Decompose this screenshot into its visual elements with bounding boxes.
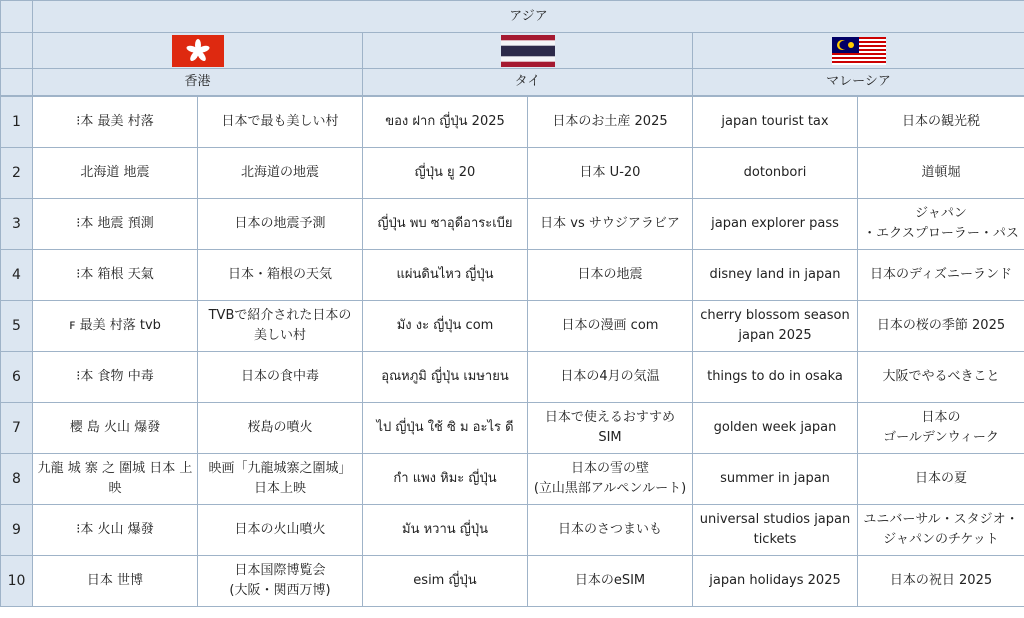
table-row: [1, 454, 1024, 505]
table-row: [1, 556, 1024, 607]
hong-kong-keyword-cell: 櫻 島 火山 爆發: [33, 403, 198, 454]
row-number-cell: 8: [1, 454, 33, 505]
hong-kong-keyword-cell: 日本 世博: [33, 556, 198, 607]
thailand-keyword-cell: ญี่ปุ่น พบ ซาอุดีอาระเบีย: [363, 199, 528, 250]
thailand-japanese-cell: 日本で使えるおすすめ SIM: [528, 403, 693, 454]
row-number-cell: 3: [1, 199, 33, 250]
thailand-japanese-cell: 日本の雪の壁 (立山黒部アルペンルート): [528, 454, 693, 505]
malaysia-keyword-cell: cherry blossom season japan 2025: [693, 301, 858, 352]
country-malaysia: マレーシア: [693, 69, 1024, 96]
malaysia-japanese-cell: 大阪でやるべきこと: [858, 352, 1024, 403]
row-number-cell: 6: [1, 352, 33, 403]
malaysia-keyword-cell: disney land in japan: [693, 250, 858, 301]
hong-kong-japanese-cell: 北海道の地震: [198, 148, 363, 199]
malaysia-japanese-cell: ジャパン ・エクスプローラー・パス: [858, 199, 1024, 250]
hong-kong-japanese-cell: 日本・箱根の天気: [198, 250, 363, 301]
hong-kong-japanese-cell: 日本国際博覧会 (大阪・関西万博): [198, 556, 363, 607]
thailand-japanese-cell: 日本の4月の気温: [528, 352, 693, 403]
malaysia-flag-cell: [693, 33, 1024, 69]
country-thailand: タイ: [363, 69, 693, 96]
table-row: [1, 199, 1024, 250]
hong-kong-japanese-cell: 日本の火山噴火: [198, 505, 363, 556]
hong-kong-japanese-cell: 桜島の噴火: [198, 403, 363, 454]
keyword-table-body: [0, 96, 1024, 607]
malaysia-keyword-cell: universal studios japan tickets: [693, 505, 858, 556]
thailand-keyword-cell: ญี่ปุ่น ยู 20: [363, 148, 528, 199]
flag-row: [1, 33, 1024, 69]
thailand-keyword-cell: มัง งะ ญี่ปุ่น com: [363, 301, 528, 352]
thailand-keyword-cell: ไป ญี่ปุ่น ใช้ ซิ ม อะไร ดี: [363, 403, 528, 454]
thailand-japanese-cell: 日本のeSIM: [528, 556, 693, 607]
thailand-japanese-cell: 日本の地震: [528, 250, 693, 301]
malaysia-keyword-cell: japan tourist tax: [693, 97, 858, 148]
hong-kong-keyword-cell: ꜰ 最美 村落 tvb: [33, 301, 198, 352]
thailand-flag-cell: [363, 33, 693, 69]
thailand-japanese-cell: 日本のさつまいも: [528, 505, 693, 556]
malaysia-japanese-cell: 道頓堀: [858, 148, 1024, 199]
thailand-keyword-cell: กำ แพง หิมะ ญี่ปุ่น: [363, 454, 528, 505]
table-row: [1, 301, 1024, 352]
table-row: [1, 148, 1024, 199]
hong-kong-keyword-cell: ⁝本 食物 中毒: [33, 352, 198, 403]
malaysia-keyword-cell: dotonbori: [693, 148, 858, 199]
thailand-japanese-cell: 日本 U-20: [528, 148, 693, 199]
row-number-cell: 2: [1, 148, 33, 199]
region-header-row: [1, 1, 1024, 33]
hong-kong-keyword-cell: ⁝本 火山 爆發: [33, 505, 198, 556]
table-row: [1, 97, 1024, 148]
hong-kong-flag-icon: [172, 35, 224, 67]
hong-kong-keyword-cell: 北海道 地震: [33, 148, 198, 199]
hong-kong-japanese-cell: 日本の食中毒: [198, 352, 363, 403]
malaysia-japanese-cell: 日本の観光税: [858, 97, 1024, 148]
keyword-table: [0, 0, 1024, 96]
thailand-japanese-cell: 日本のお土産 2025: [528, 97, 693, 148]
thailand-keyword-cell: ของ ฝาก ญี่ปุ่น 2025: [363, 97, 528, 148]
corner-cell: [1, 1, 33, 33]
malaysia-flag-icon: [832, 37, 886, 65]
malaysia-japanese-cell: 日本の ゴールデンウィーク: [858, 403, 1024, 454]
hong-kong-japanese-cell: 映画「九龍城寨之圍城」 日本上映: [198, 454, 363, 505]
corner-cell: [1, 69, 33, 96]
row-number-cell: 7: [1, 403, 33, 454]
malaysia-keyword-cell: golden week japan: [693, 403, 858, 454]
thailand-flag-icon: [501, 35, 555, 67]
malaysia-keyword-cell: things to do in osaka: [693, 352, 858, 403]
region-title: アジア: [33, 1, 1024, 33]
malaysia-keyword-cell: japan holidays 2025: [693, 556, 858, 607]
table-row: [1, 352, 1024, 403]
thailand-japanese-cell: 日本の漫画 com: [528, 301, 693, 352]
malaysia-japanese-cell: 日本の祝日 2025: [858, 556, 1024, 607]
table-row: [1, 403, 1024, 454]
malaysia-japanese-cell: 日本の桜の季節 2025: [858, 301, 1024, 352]
malaysia-japanese-cell: 日本のディズニーランド: [858, 250, 1024, 301]
thailand-keyword-cell: แผ่นดินไหว ญี่ปุ่น: [363, 250, 528, 301]
hong-kong-keyword-cell: 九龍 城 寨 之 圍城 日本 上 映: [33, 454, 198, 505]
row-number-cell: 9: [1, 505, 33, 556]
row-number-cell: 1: [1, 97, 33, 148]
country-hong-kong: 香港: [33, 69, 363, 96]
hong-kong-keyword-cell: ⁝本 箱根 天氣: [33, 250, 198, 301]
thailand-keyword-cell: มัน หวาน ญี่ปุ่น: [363, 505, 528, 556]
row-number-cell: 10: [1, 556, 33, 607]
hong-kong-keyword-cell: ⁝本 最美 村落: [33, 97, 198, 148]
corner-cell: [1, 33, 33, 69]
hong-kong-flag-cell: [33, 33, 363, 69]
thailand-japanese-cell: 日本 vs サウジアラビア: [528, 199, 693, 250]
malaysia-keyword-cell: summer in japan: [693, 454, 858, 505]
malaysia-japanese-cell: 日本の夏: [858, 454, 1024, 505]
table-row: [1, 250, 1024, 301]
country-row: [1, 69, 1024, 96]
hong-kong-japanese-cell: 日本の地震予測: [198, 199, 363, 250]
hong-kong-japanese-cell: 日本で最も美しい村: [198, 97, 363, 148]
thailand-keyword-cell: esim ญี่ปุ่น: [363, 556, 528, 607]
row-number-cell: 4: [1, 250, 33, 301]
hong-kong-keyword-cell: ⁝本 地震 預測: [33, 199, 198, 250]
thailand-keyword-cell: อุณหภูมิ ญี่ปุ่น เมษายน: [363, 352, 528, 403]
hong-kong-japanese-cell: TVBで紹介された日本の 美しい村: [198, 301, 363, 352]
table-row: [1, 505, 1024, 556]
row-number-cell: 5: [1, 301, 33, 352]
malaysia-keyword-cell: japan explorer pass: [693, 199, 858, 250]
malaysia-japanese-cell: ユニバーサル・スタジオ・ ジャパンのチケット: [858, 505, 1024, 556]
